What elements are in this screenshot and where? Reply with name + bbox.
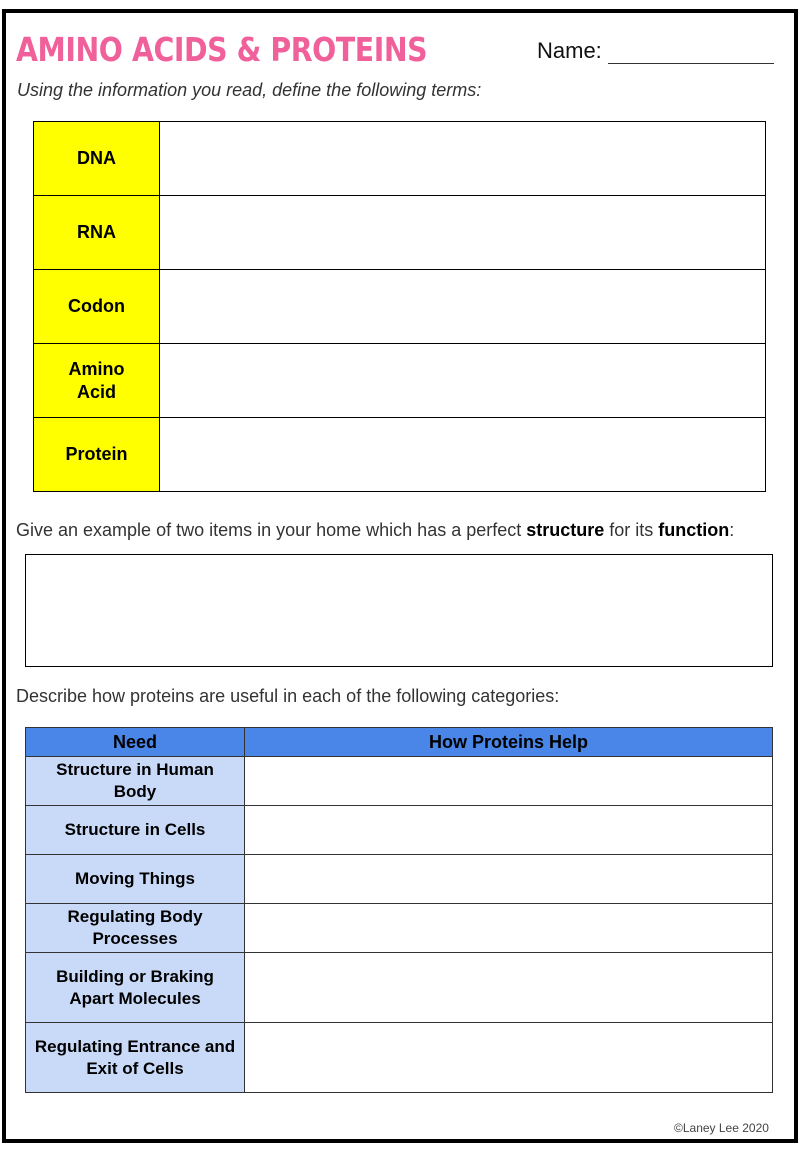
need-row [26, 953, 773, 1023]
needs-table [25, 727, 773, 1093]
term-definition-blank[interactable] [160, 344, 766, 418]
proteins-question: Describe how proteins are useful in each of the following categories: [16, 686, 560, 706]
need-label: Moving Things [26, 855, 245, 904]
help-answer-blank[interactable] [245, 953, 773, 1023]
term-definition-blank[interactable] [160, 418, 766, 492]
prompt-text-prefix: Give an example of two items in your home which has a perfect [16, 520, 527, 540]
term-row [34, 270, 766, 344]
term-label: RNA [34, 196, 160, 270]
copyright-footer: ©Laney Lee 2020 [674, 1121, 769, 1135]
need-row [26, 806, 773, 855]
help-answer-blank[interactable] [245, 757, 773, 806]
term-row [34, 344, 766, 418]
name-field[interactable] [537, 38, 774, 64]
help-answer-blank[interactable] [245, 806, 773, 855]
need-row [26, 904, 773, 953]
need-row [26, 757, 773, 806]
term-label: Protein [34, 418, 160, 492]
prompt-text-suffix: : [729, 520, 735, 540]
term-definition-blank[interactable] [160, 196, 766, 270]
term-row [34, 196, 766, 270]
term-label: Codon [34, 270, 160, 344]
term-definition-blank[interactable] [160, 270, 766, 344]
need-column-header: Need [26, 728, 245, 757]
instructions-text: Using the information you read, define the following terms: [17, 80, 482, 100]
need-label: Regulating Body Processes [26, 904, 245, 953]
help-answer-blank[interactable] [245, 855, 773, 904]
term-definition-blank[interactable] [160, 122, 766, 196]
need-row [26, 1023, 773, 1093]
term-label: Amino Acid [34, 344, 160, 418]
need-label: Structure in Human Body [26, 757, 245, 806]
term-row [34, 122, 766, 196]
need-label: Building or Braking Apart Molecules [26, 953, 245, 1023]
prompt-text-middle: for its [604, 520, 659, 540]
prompt-bold-function: function [658, 520, 730, 540]
need-label: Structure in Cells [26, 806, 245, 855]
need-label: Regulating Entrance and Exit of Cells [26, 1023, 245, 1093]
help-answer-blank[interactable] [245, 904, 773, 953]
prompt-bold-structure: structure [526, 520, 605, 540]
term-row [34, 418, 766, 492]
worksheet-title: AMINO ACIDS & PROTEINS [16, 30, 428, 69]
name-label: Name: [537, 38, 602, 63]
structure-function-prompt [16, 520, 734, 541]
terms-table [33, 121, 766, 492]
help-column-header: How Proteins Help [245, 728, 773, 757]
name-blank-line[interactable] [608, 41, 774, 64]
need-row [26, 855, 773, 904]
help-answer-blank[interactable] [245, 1023, 773, 1093]
needs-header-row [26, 728, 773, 757]
example-answer-box[interactable] [25, 554, 773, 667]
term-label: DNA [34, 122, 160, 196]
